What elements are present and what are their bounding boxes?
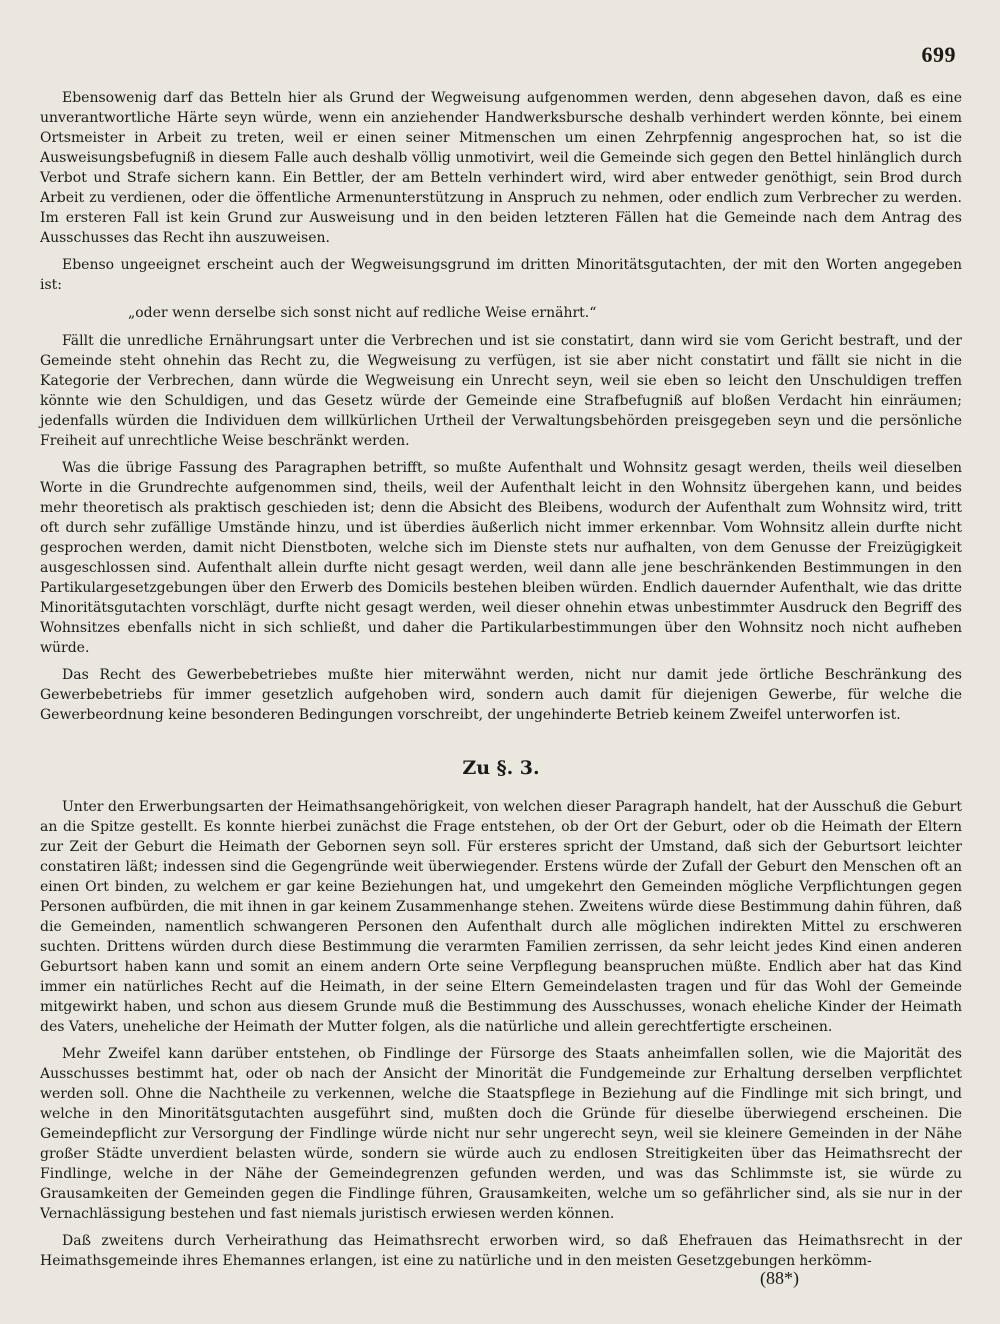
paragraph: Was die übrige Fassung des Paragraphen betrifft, so mußte Aufenthalt und Wohnsitz gesagt werden, theils weil dieselben Worte in die Grundrechte aufgenommen sind, theils, weil der Aufenthalt leicht in den Wohnsitz übergehen kann, und beides mehr theoretisch als praktisch geschieden ist; denn die Absicht des Bleibens, wodurch der Aufenthalt zum Wohnsitz wird, tritt oft durch sehr zufällige Umstände hinzu, und ist überdies äußerlich nicht immer erkennbar. Vom Wohnsitz allein durfte nicht gesprochen werden, damit nicht Dienstboten, welche sich im Dienste stets nur aufhalten, von dem Genusse der Freizügigkeit ausgeschlossen sind. Aufenthalt allein durfte nicht gesagt werden, weil dann alle jene beschränkenden Bestimmungen in den Partikulargesetzgebungen über den Erwerb des Domicils bestehen bleiben würden. Endlich dauernder Aufenthalt, wie das dritte Minoritätsgutachten vorschlägt, durfte nicht gesagt werden, weil dieser ohnehin etwas unbestimmter Ausdruck den Begriff des Wohnsitzes ebenfalls nicht in sich schließt, und daher die Partikularbestimmungen über den Wohnsitz noch nicht aufheben würde. — [40, 460, 962, 656]
paragraph: Daß zweitens durch Verheirathung das Heimathsrecht erworben wird, so daß Ehefrauen das Heimathsrecht in der Heimathsgemeinde ihres Ehemannes erlangen, ist eine zu natürliche und in den meisten Gesetzgebungen herkömm- — [40, 1233, 962, 1269]
paragraph: Das Recht des Gewerbebetriebes mußte hier miterwähnt werden, nicht nur damit jede örtliche Beschränkung des Gewerbebetriebs für immer gesetzlich aufgehoben wird, sondern auch damit für diejenigen Gewerbe, für welche die Gewerbeordnung keine besonderen Bedingungen vorschreibt, der ungehinderte Betrieb keinem Zweifel unterworfen ist. — [40, 667, 962, 723]
section-heading: Zu §. 3. — [462, 757, 540, 779]
paragraph: Fällt die unredliche Ernährungsart unter die Verbrechen und ist sie constatirt, dann wird sie vom Gericht bestraft, und der Gemeinde steht ohnehin das Recht zu, die Wegweisung zu verfügen, ist sie aber nicht constatirt und fällt sie nicht in die Kategorie der Verbrechen, dann würde die Wegweisung ein Unrecht seyn, weil sie eben so leicht den Unschuldigen treffen könnte wie den Schuldigen, und das Gesetz würde der Gemeinde eine Strafbefugniß auf bloßen Verdacht hin einräumen; jedenfalls würden die Individuen dem willkürlichen Urtheil der Verwaltungsbehörden preisgegeben seyn und die persönliche Freiheit auf unrechtliche Weise beschränkt werden. — [40, 333, 962, 449]
paragraph: Mehr Zweifel kann darüber entstehen, ob Findlinge der Fürsorge des Staats anheimfallen sollen, wie die Majorität des Ausschusses bestimmt hat, oder ob nach der Ansicht der Minorität die Fundgemeinde zur Erhaltung derselben verpflichtet werden soll. Ohne die Nachtheile zu verkennen, welche die Staatspflege in Beziehung auf die Findlinge mit sich bringt, und welche in den Minoritätsgutachten ausgeführt sind, mußten doch die Gründe für dieselbe überwiegend erscheinen. Die Gemeindepflicht zur Versorgung der Findlinge würde nicht nur sehr ungerecht seyn, weil sie kleinere Gemeinden in der Nähe großer Städte unverdient belasten würde, sondern sie würde auch zu endlosen Streitigkeiten über das Heimathsrecht der Findlinge, welche in der Nähe der Gemeindegrenzen gefunden werden, und was das Schlimmste ist, sie würde zu Grausamkeiten der Gemeinden gegen die Findlinge führen, Grausamkeiten, welche um so gefährlicher sind, als sie nur in der Vernachlässigung bestehen und fast niemals juristisch erwiesen werden können. — [40, 1046, 962, 1222]
paragraph: Unter den Erwerbungsarten der Heimathsangehörigkeit, von welchen dieser Paragraph handelt, hat der Ausschuß die Geburt an die Spitze gestellt. Es konnte hierbei zunächst die Frage entstehen, ob der Ort der Geburt, oder ob die Heimath der Eltern zur Zeit der Geburt die Heimath der Gebornen seyn soll. Für ersteres spricht der Umstand, daß sich der Geburtsort leichter constatiren läßt; indessen sind die Gegengründe weit überwiegender. Erstens würde der Zufall der Geburt den Menschen oft an einen Ort binden, zu welchem er gar keine Beziehungen hat, und umgekehrt den Gemeinden mögliche Verpflichtungen gegen Personen aufbürden, die mit ihnen in gar keinem Zusammenhange stehen. Zweitens würde diese Bestimmung dahin führen, daß die Gemeinden, namentlich schwangeren Personen den Aufenthalt durch alle möglichen indirekten Mittel zu erschweren suchten. Drittens würden durch diese Bestimmung die verarmten Familien zerrissen, da sehr leicht jedes Kind einen anderen Geburtsort haben kann und somit an einem andern Orte seine Verpflegung beanspruchen müßte. Endlich aber hat das Kind immer ein natürliches Recht auf die Heimath, in der seine Eltern Gemeindelasten tragen und für das Wohl der Gemeinde mitgewirkt haben, und schon aus diesem Grunde muß die Bestimmung des Ausschusses, wonach eheliche Kinder der Heimath des Vaters, uneheliche der Heimath der Mutter folgen, als die natürliche und allein gerechtfertigte erscheinen. — [40, 799, 962, 1035]
paragraph: Ebenso ungeeignet erscheint auch der Wegweisungsgrund im dritten Minoritätsgutachten, der mit den Worten angegeben ist: — [40, 257, 962, 293]
page-number: 699 — [921, 42, 956, 67]
signature-mark: (88*) — [760, 1268, 799, 1288]
paragraph: Ebensowenig darf das Betteln hier als Grund der Wegweisung aufgenommen werden, denn abgesehen davon, daß es eine unverantwortliche Härte seyn würde, wenn ein anziehender Handwerksbursche deshalb verhindert werden könnte, bei einem Ortsmeister in Arbeit zu treten, weil er einen seiner Mitmenschen um einen Zehrpfennig angesprochen hat, so ist die Ausweisungsbefugniß in diesem Falle auch deshalb völlig unmotivirt, weil die Gemeinde sich gegen den Bettel hinlänglich durch Verbot und Strafe sichern kann. Ein Bettler, der am Betteln verhindert wird, wird aber entweder genöthigt, sein Brod durch Arbeit zu verdienen, oder die öffentliche Armenunterstützung in Anspruch zu nehmen, oder endlich zum Verbrecher zu werden. Im ersteren Fall ist kein Grund zur Ausweisung und in den beiden letzteren Fällen hat die Gemeinde nach dem Antrag des Ausschusses das Recht ihn auszuweisen. — [40, 90, 962, 246]
quotation: „oder wenn derselbe sich sonst nicht auf redliche Weise ernährt.“ — [128, 305, 597, 321]
body-text — [40, 88, 962, 1271]
